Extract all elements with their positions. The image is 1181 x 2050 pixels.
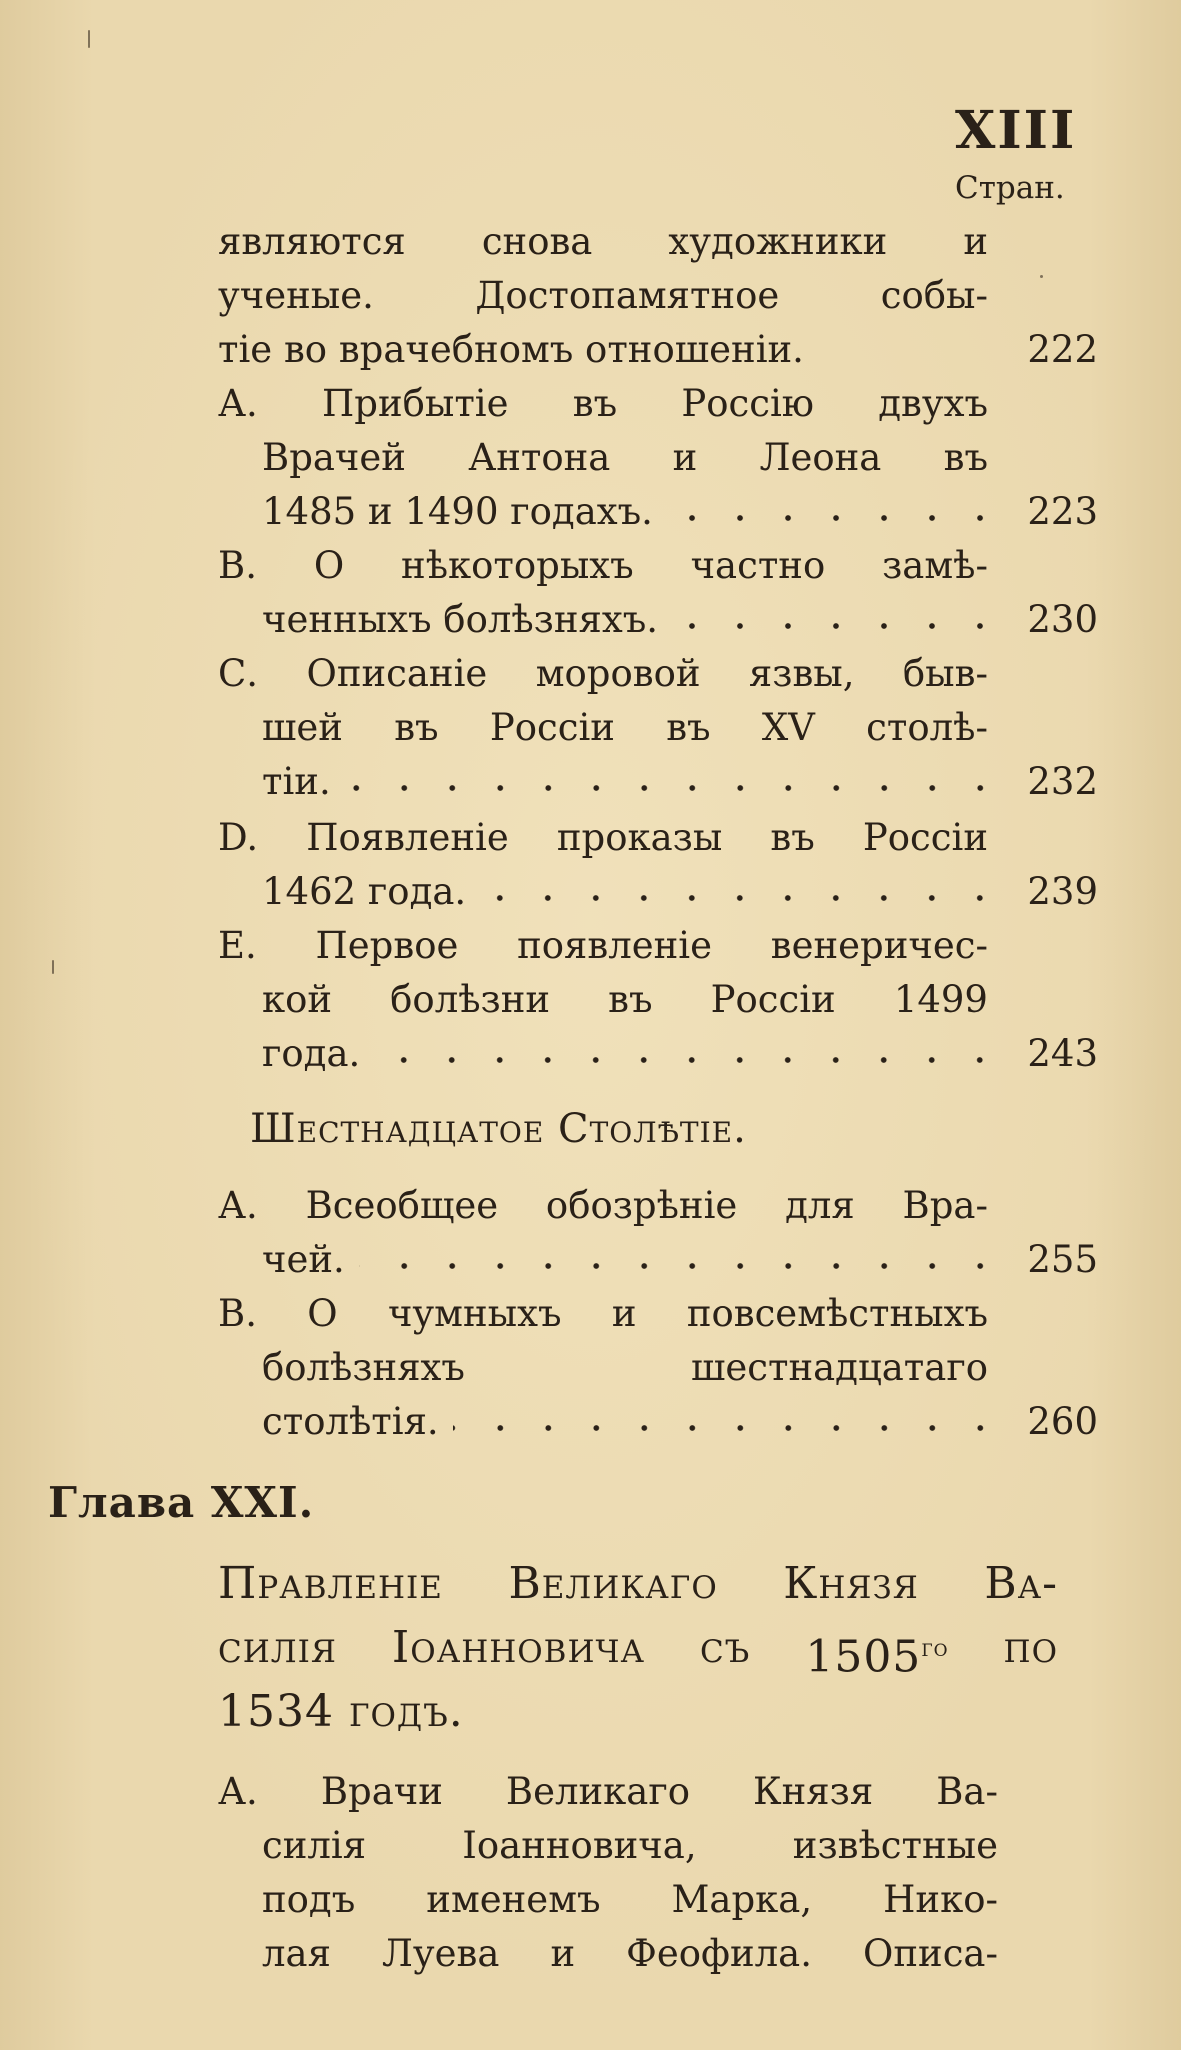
toc-line xyxy=(218,1290,988,1338)
toc-entry-last-line xyxy=(262,1236,1098,1284)
word: кой xyxy=(262,978,333,1021)
word: А. xyxy=(218,1184,258,1227)
word: D. xyxy=(218,816,259,859)
word: ученые. xyxy=(218,274,374,317)
word: и xyxy=(550,1932,576,1975)
word: Леона xyxy=(759,436,882,479)
word: Луева xyxy=(381,1932,500,1975)
dot-leader xyxy=(453,1422,1004,1434)
word: Великаго xyxy=(508,1558,718,1609)
word: снова xyxy=(481,220,593,263)
dot-leader xyxy=(667,512,1004,524)
word: Прибытіе xyxy=(322,382,509,425)
entry-text: столѣтія. xyxy=(262,1400,439,1443)
word: С. xyxy=(218,652,259,695)
word: XV xyxy=(761,706,815,749)
word: именемъ xyxy=(426,1878,601,1921)
word: лая xyxy=(262,1932,331,1975)
word: Врачи xyxy=(320,1770,443,1813)
word: Феофила. xyxy=(626,1932,812,1975)
word: Правленіе xyxy=(218,1558,443,1609)
word: въ xyxy=(394,706,439,749)
reign-title-line: 1534 годъ. xyxy=(218,1686,464,1737)
toc-entry-last-line xyxy=(262,1030,1098,1078)
word: А. xyxy=(218,1770,258,1813)
toc-line xyxy=(262,1930,998,1978)
toc-line xyxy=(262,976,988,1024)
word: чумныхъ xyxy=(387,1292,562,1335)
word: Марка, xyxy=(671,1878,813,1921)
toc-entry-last-line xyxy=(218,326,1098,374)
entry-text: ченныхъ болѣзняхъ. xyxy=(262,598,659,641)
page-reference: 239 xyxy=(1027,870,1098,913)
word: въ xyxy=(666,706,711,749)
word: В. xyxy=(218,1292,257,1335)
dot-leader xyxy=(374,1054,1004,1066)
toc-entry-last-line xyxy=(262,868,1098,916)
word: болѣзняхъ xyxy=(262,1346,465,1389)
word: являются xyxy=(218,220,406,263)
word: Врачей xyxy=(262,436,406,479)
paper-speck xyxy=(52,960,54,974)
word: частно xyxy=(690,544,826,587)
word: Достопамятное xyxy=(475,274,780,317)
word: шестнадцатаго xyxy=(690,1346,988,1389)
word: съ xyxy=(699,1622,751,1673)
toc-line xyxy=(262,704,988,752)
toc-line xyxy=(218,814,988,862)
word: двухъ xyxy=(878,382,988,425)
word: О xyxy=(307,1292,338,1335)
word: и xyxy=(963,220,988,263)
word: быв- xyxy=(902,652,988,695)
word: Іоанновича, xyxy=(462,1824,697,1867)
word: повсемѣстныхъ xyxy=(686,1292,988,1335)
word: обозрѣніе xyxy=(545,1184,738,1227)
word: Ва- xyxy=(936,1770,998,1813)
word: 1499 xyxy=(893,978,988,1021)
word: Первое xyxy=(315,924,459,967)
paper-speck xyxy=(88,30,90,48)
word: и xyxy=(611,1292,637,1335)
word: шей xyxy=(262,706,343,749)
word: Описа- xyxy=(863,1932,998,1975)
dot-leader xyxy=(345,782,1004,794)
page-reference: 230 xyxy=(1027,598,1098,641)
word: и xyxy=(672,436,698,479)
word: Е. xyxy=(218,924,257,967)
entry-text: чей. xyxy=(262,1238,345,1281)
word: силія xyxy=(218,1622,337,1673)
toc-line xyxy=(218,922,988,970)
entry-text: года. xyxy=(262,1032,361,1075)
word: для xyxy=(785,1184,855,1227)
page-reference: 222 xyxy=(1027,328,1098,371)
word: Россію xyxy=(681,382,814,425)
dot-leader xyxy=(359,1260,1004,1272)
word: Князя xyxy=(783,1558,919,1609)
dot-leader xyxy=(480,892,1004,904)
toc-entry-last-line xyxy=(262,596,1098,644)
word: Появленіе xyxy=(306,816,509,859)
dot-leader xyxy=(818,350,1004,362)
reign-title-line xyxy=(218,1616,1058,1690)
word: извѣстные xyxy=(792,1824,998,1867)
toc-line xyxy=(218,272,988,320)
toc-line xyxy=(262,1876,998,1924)
word: въ xyxy=(770,816,815,859)
page-reference: 260 xyxy=(1027,1400,1098,1443)
page-number: XIII xyxy=(955,100,1077,161)
toc-line xyxy=(218,650,988,698)
word: нѣкоторыхъ xyxy=(401,544,634,587)
word: собы- xyxy=(880,274,988,317)
word: художники xyxy=(668,220,888,263)
page-reference: 223 xyxy=(1027,490,1098,533)
word: Князя xyxy=(753,1770,874,1813)
word: Россіи xyxy=(489,706,615,749)
word: въ xyxy=(608,978,653,1021)
paper-speck xyxy=(1040,275,1043,278)
page-column-label: Стран. xyxy=(955,170,1065,206)
word: столѣ- xyxy=(866,706,988,749)
toc-line xyxy=(218,1182,988,1230)
toc-line xyxy=(218,542,988,590)
word: Антона xyxy=(468,436,611,479)
word: Описаніе xyxy=(306,652,488,695)
word: Великаго xyxy=(505,1770,690,1813)
word: проказы xyxy=(556,816,723,859)
word: силія xyxy=(262,1824,367,1867)
year: $1505^{го}$ xyxy=(805,1631,949,1683)
word: въ xyxy=(572,382,618,425)
word: Вра- xyxy=(902,1184,988,1227)
word: язвы, xyxy=(748,652,855,695)
toc-line xyxy=(218,380,988,428)
word: Нико- xyxy=(883,1878,998,1921)
entry-text: 1485 и 1490 годахъ. xyxy=(262,490,653,533)
word: появленіе xyxy=(517,924,713,967)
word: Іоанновича xyxy=(391,1622,645,1673)
toc-line xyxy=(262,434,988,482)
word: подъ xyxy=(262,1878,356,1921)
toc-entry-last-line xyxy=(262,758,1098,806)
word: по xyxy=(1003,1622,1058,1673)
entry-text: тіе во врачебномъ отношеніи. xyxy=(218,328,804,371)
toc-line xyxy=(218,1768,998,1816)
toc-entry-last-line xyxy=(262,488,1098,536)
reign-title-line xyxy=(218,1552,1058,1616)
page-reference: 232 xyxy=(1027,760,1098,803)
word: моровой xyxy=(535,652,701,695)
superscript: го xyxy=(921,1634,949,1662)
word: венеричес- xyxy=(770,924,988,967)
word: въ xyxy=(943,436,988,479)
page-reference: 243 xyxy=(1027,1032,1098,1075)
word: Россіи xyxy=(710,978,836,1021)
entry-text: 1462 года. xyxy=(262,870,467,913)
chapter-heading: Глава XXI. xyxy=(48,1478,315,1527)
toc-line xyxy=(262,1344,988,1392)
word: Ва- xyxy=(984,1558,1058,1609)
toc-line xyxy=(262,1822,998,1870)
word: болѣзни xyxy=(390,978,551,1021)
section-heading: Шестнадцатое Столѣтіе. xyxy=(250,1106,747,1152)
page-reference: 255 xyxy=(1027,1238,1098,1281)
word: замѣ- xyxy=(882,544,988,587)
word: А. xyxy=(218,382,258,425)
word: В. xyxy=(218,544,257,587)
word: Россіи xyxy=(862,816,988,859)
entry-text: тіи. xyxy=(262,760,331,803)
word: Всеобщее xyxy=(305,1184,499,1227)
word: О xyxy=(313,544,345,587)
toc-line xyxy=(218,218,988,266)
dot-leader xyxy=(672,620,1004,632)
toc-entry-last-line xyxy=(262,1398,1098,1446)
